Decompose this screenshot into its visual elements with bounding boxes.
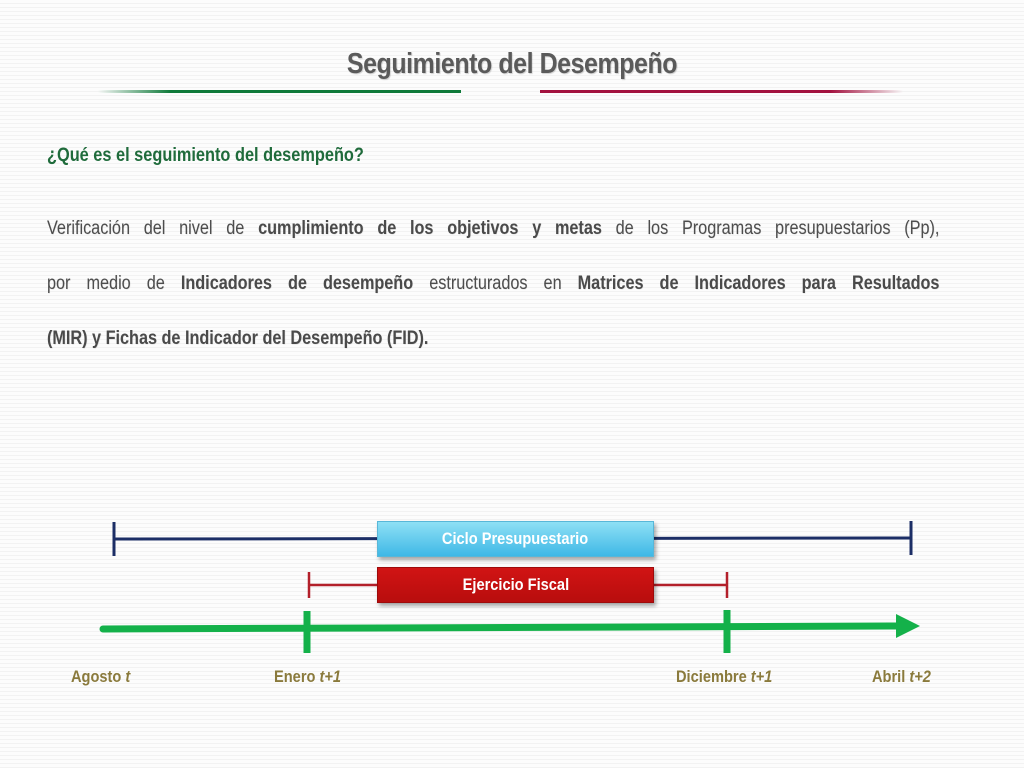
text-span: estructurados en (413, 273, 578, 294)
emphasis-mir-fid: (MIR) y Fichas de Indicador del Desempeño (FID). (47, 328, 429, 349)
emphasis-objetivos: cumplimiento de los objetivos y metas (258, 218, 602, 239)
paragraph-line-3 (47, 328, 939, 350)
text-span: Verificación del nivel de (47, 218, 259, 239)
timeline-label-diciembre (676, 667, 772, 687)
label-var: t+1 (319, 667, 342, 686)
label-var: t (125, 667, 131, 686)
text-span: de los Programas presupuestarios (Pp), (601, 218, 940, 239)
label-main: Agosto (71, 667, 126, 686)
ejercicio-fiscal-box (377, 567, 654, 603)
timeline-arrow-shaft (103, 626, 898, 629)
label-main: Enero (274, 667, 320, 686)
timeline-label-agosto (71, 667, 130, 687)
emphasis-indicadores: Indicadores de desempeño (180, 273, 414, 294)
label-var: t+1 (750, 667, 773, 686)
label-main: Diciembre (676, 667, 751, 686)
ejercicio-fiscal-label: Ejercicio Fiscal (462, 575, 569, 594)
ciclo-presupuestario-box (377, 521, 654, 557)
label-main: Abril (872, 667, 910, 686)
text-span: por medio de (47, 273, 181, 294)
title-underline-red (540, 90, 903, 93)
timeline-arrow-head (896, 614, 920, 638)
question-heading: ¿Qué es el seguimiento del desempeño? (47, 145, 364, 166)
label-var: t+2 (909, 667, 931, 686)
ciclo-presupuestario-label: Ciclo Presupuestario (442, 529, 589, 548)
page-title: Seguimiento del Desempeño (346, 48, 678, 80)
timeline-label-abril (872, 667, 931, 687)
timeline-label-enero (274, 667, 341, 687)
title-underline-green (98, 90, 461, 93)
emphasis-matrices: Matrices de Indicadores para Resultados (577, 273, 940, 294)
paragraph-line-1 (47, 218, 939, 240)
paragraph-line-2 (47, 273, 939, 295)
